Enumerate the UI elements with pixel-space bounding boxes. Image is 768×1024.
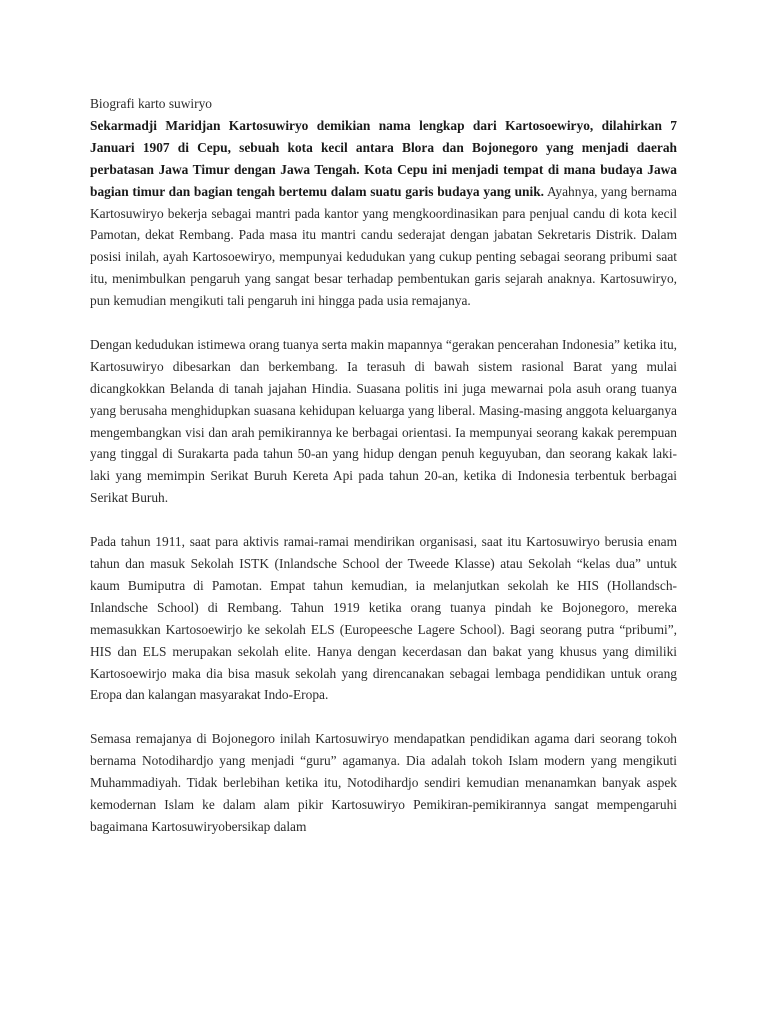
paragraph-1 <box>90 115 677 312</box>
paragraph-1-body: Ayahnya, yang bernama Kartosuwiryo bekerja sebagai mantri pada kantor yang mengkoordinasikan para penjual candu di kota kecil Pamotan, dekat Rembang. Pada masa itu mantri candu sederajat dengan jabatan Sekretaris Distrik. Dalam posisi inilah, ayah Kartosoewiryo, mempunyai kedudukan yang cukup penting sebagai seorang pribumi saat itu, menimbulkan pengaruh yang sangat besar terhadap pembentukan garis sejarah anaknya. Kartosuwiryo, pun kemudian mengikuti tali pengaruh ini hingga pada usia remajanya. <box>90 183 677 309</box>
paragraph-4: Semasa remajanya di Bojonegoro inilah Kartosuwiryo mendapatkan pendidikan agama dari seorang tokoh bernama Notodihardjo yang menjadi “guru” agamanya. Dia adalah tokoh Islam modern yang mengikuti Muhammadiyah. Tidak berlebihan ketika itu, Notodihardjo sendiri kemudian menanamkan banyak aspek kemodernan Islam ke dalam alam pikir Kartosuwiryo Pemikiran-pemikirannya sangat mempengaruhi bagaimana Kartosuwiryobersikap dalam <box>90 731 677 834</box>
paragraph-2: Dengan kedudukan istimewa orang tuanya serta makin mapannya “gerakan pencerahan Indonesia” ketika itu, Kartosuwiryo dibesarkan dan berkembang. Ia terasuh di bawah sistem rasional Barat yang mulai dicangkokkan Belanda di tanah jajahan Hindia. Suasana politis ini juga mewarnai pola asuh orang tuanya yang berusaha menghidupkan suasana kehidupan keluarga yang liberal. Masing-masing anggota keluarganya mengembangkan visi dan arah pemikirannya ke berbagai orientasi. Ia mempunyai seorang kakak perempuan yang tinggal di Surakarta pada tahun 50-an yang hidup dengan penuh keguyuban, dan seorang kakak laki-laki yang memimpin Serikat Buruh Kereta Api pada tahun 20-an, ketika di Indonesia terbentuk berbagai Serikat Buruh. <box>90 336 677 506</box>
paragraph-1-bold-intro: Sekarmadji Maridjan Kartosuwiryo demikian nama lengkap dari Kartosoewiryo, dilahirkan 7 Januari 1907 di Cepu, sebuah kota kecil antara Blora dan Bojonegoro yang menjadi daerah perbatasan Jawa Timur dengan Jawa Tengah. Kota Cepu ini menjadi tempat di mana budaya Jawa bagian timur dan bagian tengah bertemu dalam suatu garis budaya yang unik. <box>90 117 677 199</box>
document-title: Biografi karto suwiryo <box>90 96 212 111</box>
paragraph-3: Pada tahun 1911, saat para aktivis ramai-ramai mendirikan organisasi, saat itu Kartosuwiryo berusia enam tahun dan masuk Sekolah ISTK (Inlandsche School der Tweede Klasse) atau Sekolah “kelas dua” untuk kaum Bumiputra di Pamotan. Empat tahun kemudian, ia melanjutkan sekolah ke HIS (Hollandsch-Inlandsche School) di Rembang. Tahun 1919 ketika orang tuanya pindah ke Bojonegoro, mereka memasukkan Kartosoewirjo ke sekolah ELS (Europeesche Lagere School). Bagi seorang putra “pribumi”, HIS dan ELS merupakan sekolah elite. Hanya dengan kecerdasan dan bakat yang khusus yang dimiliki Kartosoewirjo maka dia bisa masuk sekolah yang direncanakan sebagai lembaga pendidikan untuk orang Eropa dan kalangan masyarakat Indo-Eropa. <box>90 534 677 703</box>
document-body <box>90 93 677 860</box>
